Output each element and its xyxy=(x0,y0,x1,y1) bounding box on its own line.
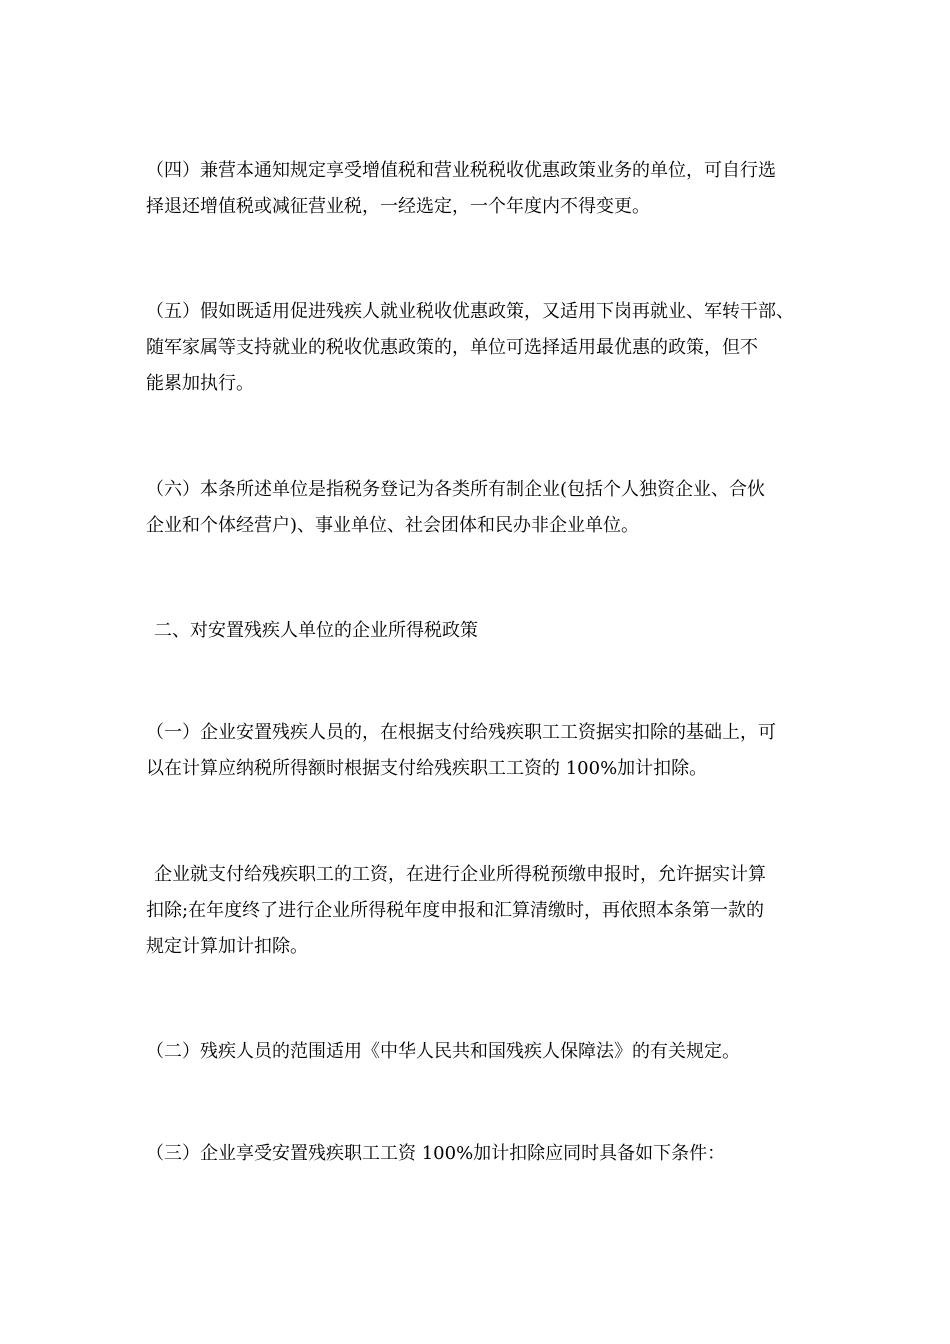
paragraph-line: （六）本条所述单位是指税务登记为各类所有制企业(包括个人独资企业、合伙 xyxy=(146,479,766,500)
section-heading-2 xyxy=(146,613,826,649)
paragraph-line: （四）兼营本通知规定享受增值税和营业税税收优惠政策业务的单位，可自行选 xyxy=(146,160,776,181)
paragraph-2-1 xyxy=(146,715,826,787)
paragraph-2-3 xyxy=(146,1136,826,1172)
section-heading-text: 二、对安置残疾人单位的企业所得税政策 xyxy=(154,620,478,641)
paragraph-6 xyxy=(146,472,826,544)
paragraph-line: （五）假如既适用促进残疾人就业税收优惠政策，又适用下岗再就业、军转干部、 xyxy=(146,301,794,322)
paragraph-line: 以在计算应纳税所得额时根据支付给残疾职工工资的 100%加计扣除。 xyxy=(146,758,708,779)
paragraph-line: 择退还增值税或减征营业税，一经选定，一个年度内不得变更。 xyxy=(146,196,650,217)
paragraph-line: 企业和个体经营户)、事业单位、社会团体和民办非企业单位。 xyxy=(146,515,640,536)
paragraph-5 xyxy=(146,294,826,402)
paragraph-line: （二）残疾人员的范围适用《中华人民共和国残疾人保障法》的有关规定。 xyxy=(146,1041,740,1062)
paragraph-line: （三）企业享受安置残疾职工工资 100%加计扣除应同时具备如下条件： xyxy=(146,1143,726,1164)
paragraph-line: 能累加执行。 xyxy=(146,373,254,394)
paragraph-line: 扣除;在年度终了进行企业所得税年度申报和汇算清缴时，再依照本条第一款的 xyxy=(146,900,765,921)
paragraph-line: 随军家属等支持就业的税收优惠政策的，单位可选择适用最优惠的政策，但不 xyxy=(146,337,758,358)
paragraph-4 xyxy=(146,153,826,225)
paragraph-2-2 xyxy=(146,1034,826,1070)
paragraph-2-1-continued xyxy=(146,857,826,965)
paragraph-line: 企业就支付给残疾职工的工资，在进行企业所得税预缴申报时，允许据实计算 xyxy=(154,864,766,885)
paragraph-line: （一）企业安置残疾人员的，在根据支付给残疾职工工资据实扣除的基础上，可 xyxy=(146,722,776,743)
paragraph-line: 规定计算加计扣除。 xyxy=(146,936,308,957)
